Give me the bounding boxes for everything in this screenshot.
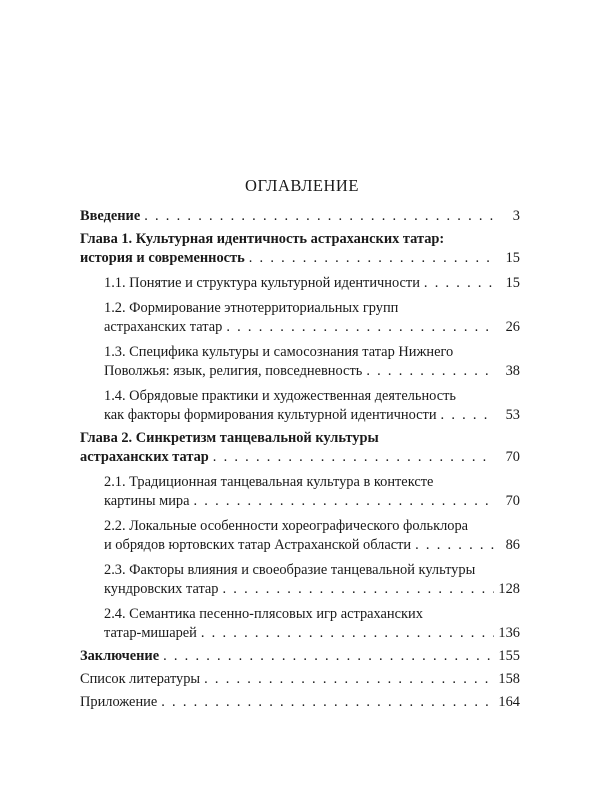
toc-entry-line	[104, 517, 520, 536]
toc-entry-title: 2.2. Локальные особенности хореографического фольклора	[104, 518, 469, 534]
toc-entry-line	[80, 693, 520, 712]
toc-entry-title: 2.3. Факторы влияния и своеобразие танцевальной культуры	[104, 562, 476, 578]
toc-entry-title: астраханских татар	[104, 319, 223, 335]
toc-entry-line	[104, 580, 520, 599]
dot-leader	[213, 448, 494, 467]
table-of-contents	[80, 207, 520, 712]
toc-entry-title: 2.1. Традиционная танцевальная культура в контексте	[104, 474, 434, 490]
toc-entry-line	[104, 536, 520, 555]
toc-heading: ОГЛАВЛЕНИЕ	[245, 176, 359, 195]
toc-entry	[80, 693, 520, 712]
dot-leader	[226, 318, 494, 337]
toc-page-number: 15	[505, 250, 520, 266]
toc-entry	[80, 670, 520, 689]
toc-page-number: 155	[498, 648, 520, 664]
toc-page-number: 86	[505, 537, 520, 553]
toc-entry-title: Список литературы	[80, 671, 201, 687]
toc-entry-line	[80, 249, 520, 268]
toc-entry	[80, 343, 520, 381]
toc-entry	[80, 605, 520, 643]
toc-entry-line	[104, 387, 520, 406]
toc-entry-line	[104, 561, 520, 580]
toc-entry	[80, 561, 520, 599]
toc-entry-title: 2.4. Семантика песенно-плясовых игр астраханских	[104, 606, 423, 622]
dot-leader	[161, 693, 494, 712]
toc-entry-title: Глава 2. Синкретизм танцевальной культуры	[80, 430, 379, 446]
toc-entry-title: Глава 1. Культурная идентичность астраханских татар:	[80, 231, 445, 247]
toc-page-number: 164	[498, 694, 520, 710]
toc-entry	[80, 429, 520, 467]
toc-entry-line	[104, 299, 520, 318]
toc-entry-line	[104, 605, 520, 624]
toc-entry-line	[80, 448, 520, 467]
toc-entry-line	[80, 429, 520, 448]
toc-entry-title: история и современность	[80, 250, 245, 266]
toc-entry-line	[104, 473, 520, 492]
toc-page-number: 128	[498, 581, 520, 597]
toc-entry-title: Поволжья: язык, религия, повседневность	[104, 363, 363, 379]
toc-entry	[80, 299, 520, 337]
dot-leader	[249, 249, 494, 268]
toc-entry	[80, 207, 520, 226]
dot-leader	[144, 207, 494, 226]
toc-entry	[80, 473, 520, 511]
dot-leader	[204, 670, 494, 689]
toc-entry-title: Приложение	[80, 694, 158, 710]
toc-page-number: 38	[505, 363, 520, 379]
toc-entry-line	[104, 624, 520, 643]
toc-entry	[80, 647, 520, 666]
toc-entry-title: татар-мишарей	[104, 625, 197, 641]
toc-entry-line	[80, 647, 520, 666]
dot-leader	[194, 492, 494, 511]
toc-page-number: 26	[505, 319, 520, 335]
toc-page-number: 15	[505, 275, 520, 291]
toc-entry-title: 1.1. Понятие и структура культурной идентичности	[104, 275, 420, 291]
dot-leader	[223, 580, 494, 599]
dot-leader	[201, 624, 494, 643]
toc-entry-line	[104, 406, 520, 425]
toc-entry	[80, 274, 520, 293]
toc-entry-line	[104, 492, 520, 511]
toc-entry-line	[104, 343, 520, 362]
toc-page-number: 3	[512, 208, 520, 224]
toc-page-number: 158	[498, 671, 520, 687]
toc-page-number: 136	[498, 625, 520, 641]
toc-entry-line	[80, 670, 520, 689]
toc-entry-line	[104, 318, 520, 337]
toc-entry-line	[80, 207, 520, 226]
dot-leader	[163, 647, 494, 666]
toc-entry-title: картины мира	[104, 493, 190, 509]
toc-entry-title: Заключение	[80, 648, 160, 664]
dot-leader	[424, 274, 494, 293]
toc-page-number: 70	[505, 449, 520, 465]
toc-entry-title: 1.4. Обрядовые практики и художественная деятельность	[104, 388, 456, 404]
toc-entry-title: и обрядов юртовских татар Астраханской области	[104, 537, 412, 553]
toc-entry-title: как факторы формирования культурной идентичности	[104, 407, 437, 423]
toc-entry	[80, 517, 520, 555]
toc-entry	[80, 230, 520, 268]
dot-leader	[441, 406, 494, 425]
toc-entry	[80, 387, 520, 425]
toc-entry-title: кундровских татар	[104, 581, 219, 597]
toc-entry-title: Введение	[80, 208, 141, 224]
toc-page-number: 70	[505, 493, 520, 509]
dot-leader	[415, 536, 494, 555]
toc-entry-title: астраханских татар	[80, 449, 209, 465]
toc-entry-line	[80, 230, 520, 249]
dot-leader	[366, 362, 494, 381]
toc-entry-line	[104, 362, 520, 381]
toc-entry-title: 1.2. Формирование этнотерриториальных групп	[104, 300, 399, 316]
toc-page-number: 53	[505, 407, 520, 423]
toc-entry-title: 1.3. Специфика культуры и самосознания татар Нижнего	[104, 344, 454, 360]
toc-entry-line	[104, 274, 520, 293]
